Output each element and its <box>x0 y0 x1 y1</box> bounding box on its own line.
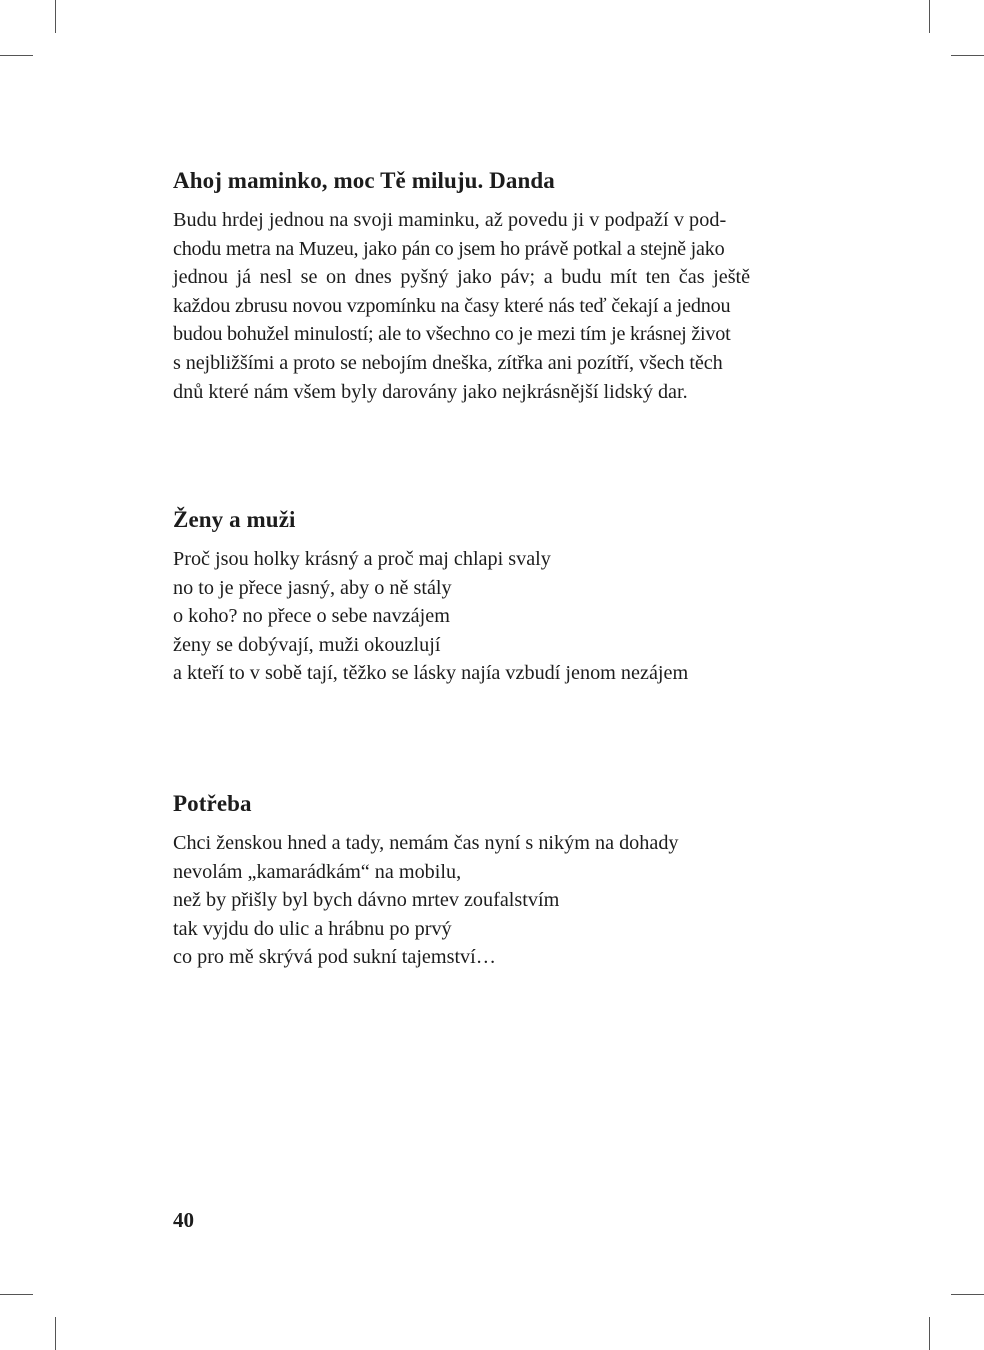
poem-title: Ženy a muži <box>173 507 296 532</box>
crop-mark-top-left-horizontal <box>0 55 33 56</box>
crop-mark-top-right-horizontal <box>951 55 984 56</box>
poem-zeny-a-muzi <box>173 506 813 688</box>
poem-title: Ahoj maminko, moc Tě miluju. Danda <box>173 168 555 193</box>
poem-ahoj-maminko <box>173 167 813 406</box>
crop-mark-bottom-right-horizontal <box>951 1294 984 1295</box>
poem-line: budou bohužel minulostí; ale to všechno co je mezi tím je krásnej život <box>173 323 731 346</box>
poem-line: a kteří to v sobě tají, těžko se lásky najía vzbudí jenom nezájem <box>173 662 689 685</box>
poem-line: Proč jsou holky krásný a proč maj chlapi svaly <box>173 548 551 570</box>
poem-line: Budu hrdej jednou na svoji maminku, až povedu ji v podpaží v pod- <box>173 209 727 231</box>
poem-line: o koho? no přece o sebe navzájem <box>173 605 450 628</box>
poem-potreba <box>173 790 813 972</box>
poem-line: než by přišly byl bych dávno mrtev zoufalstvím <box>173 889 560 912</box>
crop-mark-top-left-vertical <box>55 0 56 33</box>
poem-line: Chci ženskou hned a tady, nemám čas nyní s nikým na dohady <box>173 832 679 854</box>
poem-line: co pro mě skrývá pod sukní tajemství… <box>173 946 496 969</box>
poem-line: jednou já nesl se on dnes pyšný jako páv; a budu mít ten čas ještě <box>173 266 751 289</box>
poem-line: no to je přece jasný, aby o ně stály <box>173 576 452 599</box>
poem-body <box>173 545 813 688</box>
poem-line: ženy se dobývají, muži okouzlují <box>173 633 441 656</box>
poem-line: tak vyjdu do ulic a hrábnu po prvý <box>173 917 452 940</box>
poem-body <box>173 829 813 972</box>
crop-mark-bottom-right-vertical <box>929 1317 930 1350</box>
crop-mark-bottom-left-vertical <box>55 1317 56 1350</box>
poem-line: s nejbližšími a proto se nebojím dneška, zítřka ani pozítří, všech těch <box>173 351 723 374</box>
page-number: 40 <box>173 1208 194 1232</box>
poem-body <box>173 206 813 406</box>
poem-line: nevolám „kamarádkám“ na mobilu, <box>173 860 462 883</box>
poem-line: dnů které nám všem byly darovány jako nejkrásnější lidský dar. <box>173 380 688 403</box>
poem-line: každou zbrusu novou vzpomínku na časy které nás teď čekají a jednou <box>173 294 731 317</box>
crop-mark-top-right-vertical <box>929 0 930 33</box>
crop-mark-bottom-left-horizontal <box>0 1294 33 1295</box>
poem-line: chodu metra na Muzeu, jako pán co jsem ho právě potkal a stejně jako <box>173 237 725 260</box>
poem-title: Potřeba <box>173 791 252 816</box>
